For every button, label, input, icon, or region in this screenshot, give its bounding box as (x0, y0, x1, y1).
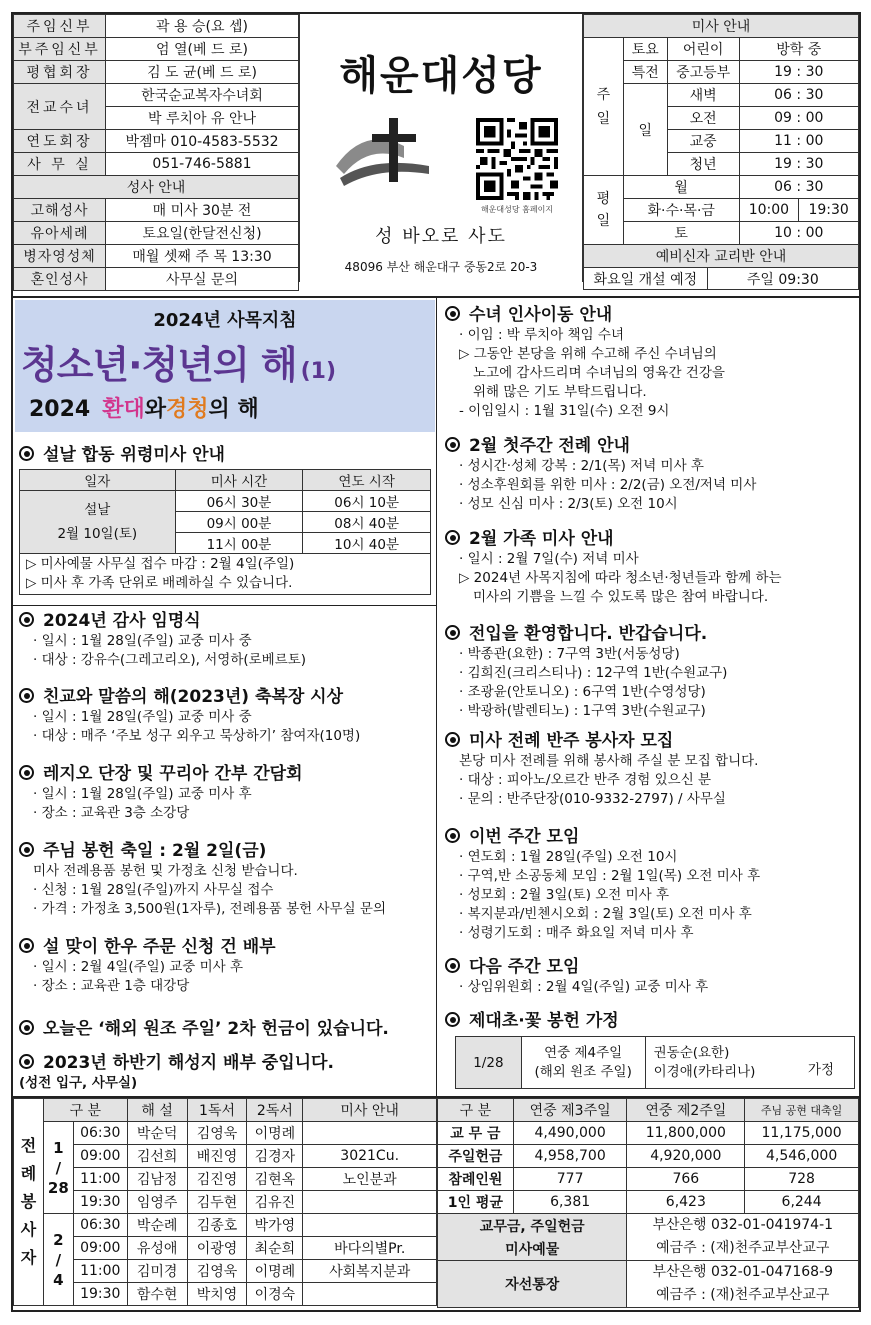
servers-cell: 11:00 (73, 1168, 127, 1191)
bullet-icon (19, 612, 34, 627)
servers-cell: 박순덕 (127, 1122, 187, 1145)
servers-cell: 이명례 (247, 1122, 303, 1145)
staff-value: 엄 열(베 드 로) (106, 38, 299, 61)
notice-title: 2023년 하반기 해성지 배부 중입니다. (19, 1052, 419, 1074)
servers-cell (303, 1283, 437, 1306)
bullet-icon (19, 446, 34, 461)
notice-line: · 박종관(요한) : 7구역 3반(서동성당) (459, 646, 680, 662)
sacrament-value: 매월 셋째 주 목 13:30 (106, 245, 299, 268)
servers-table: 전 례 봉 사 자 구 분 해 설 1독서 2독서 미사 안내 1 / 28 06:30 박순덕 김영욱 이명례 09:00 김선희 배진영 김경자 3021Cu. 11:00 김남정 김진영 김현옥 노인분과 19:30 임영주 김두현 김유진 2 / 4 06:30 박순례 김종호 박가영 09:00 유성애 이광영 최순희 바다의별Pr. 11:00 김미경 김영욱 이명례 사회복지분과 19:30 함수현 박치영 이경숙 (13, 1098, 437, 1306)
sunday-youth-label: 청년 (667, 153, 739, 176)
notice-line: · 성시간·성체 강복 : 2/1(목) 저녁 미사 후 (459, 458, 704, 474)
qr-caption: 해운대성당 홈페이지 (480, 205, 554, 214)
staff-label: 사 무 실 (14, 153, 106, 176)
bullet-icon (445, 1012, 460, 1027)
notice-line: ▷ 그동안 본당을 위해 수고해 주신 수녀님의 (459, 346, 717, 362)
notice-line: - 이임일시 : 1월 31일(수) 오전 9시 (459, 403, 670, 419)
servers-cell: 김영욱 (187, 1260, 247, 1283)
notice-line: · 성모회 : 2월 3일(토) 오전 미사 후 (459, 887, 670, 903)
bullet-icon (445, 625, 460, 640)
monday-label: 월 (623, 176, 739, 199)
notice-line: · 성소후원회를 위한 미사 : 2/2(금) 오전/저녁 미사 (459, 477, 757, 493)
seollal-notes: ▷ 미사예물 사무실 접수 마감 : 2월 4일(주일) ▷ 미사 후 가족 단위로 배례하실 수 있습니다. (20, 554, 431, 595)
notice-line: · 대상 : 강유수(그레고리오), 서영하(로베르토) (33, 652, 307, 668)
notice-title: 오늘은 ‘해외 원조 주일’ 2차 헌금이 있습니다. (19, 1018, 419, 1040)
notice-line: · 대상 : 피아노/오르간 반주 경험 있으신 분 (459, 772, 712, 788)
patron-saint: 성 바오로 사도 (375, 226, 507, 247)
bulletin-page (11, 12, 861, 1312)
notice-line: · 신청 : 1월 28일(주일)까지 사무실 접수 (33, 882, 274, 898)
staff-value: 박 루치아 유 안나 (106, 107, 299, 130)
servers-cell (303, 1122, 437, 1145)
servers-cell: 06:30 (73, 1214, 127, 1237)
bullet-icon (445, 530, 460, 545)
staff-table (13, 14, 299, 291)
sunday-youth-time: 19 : 30 (739, 153, 858, 176)
servers-cell: 김현옥 (247, 1168, 303, 1191)
notice-line: 미사의 기쁨을 느낄 수 있도록 많은 참여 바랍니다. (473, 589, 769, 605)
staff-label: 연도회장 (14, 130, 106, 153)
pastoral-banner (15, 300, 435, 432)
notice-line: 노고에 감사드리며 수녀님의 영육간 건강을 (473, 365, 725, 381)
notice-section (19, 763, 419, 823)
servers-cell: 김남정 (127, 1168, 187, 1191)
youth-value: 19 : 30 (739, 61, 858, 84)
servers-cell: 19:30 (73, 1283, 127, 1306)
notice-line: (성전 입구, 사무실) (19, 1075, 138, 1091)
notice-title: 친교와 말씀의 해(2023년) 축복장 시상 (19, 686, 419, 708)
notice-line: · 이임 : 박 루치아 책임 수녀 (459, 327, 624, 343)
notice-title: 미사 전례 반주 봉사자 모집 (445, 730, 845, 752)
staff-label: 평협회장 (14, 61, 106, 84)
youth-label: 중고등부 (667, 61, 739, 84)
mass-title: 미사 안내 (584, 15, 859, 38)
tue-fri-time-1: 10:00 (739, 199, 799, 222)
notice-line: · 연도회 : 1월 28일(주일) 오전 10시 (459, 849, 678, 865)
finance-label: 교 무 금 (438, 1122, 514, 1145)
church-logo-icon (334, 116, 434, 196)
notice-line: · 상임위원회 : 2월 4일(주일) 교중 미사 후 (459, 979, 709, 995)
notice-title: 2월 첫주간 전례 안내 (445, 435, 845, 457)
finance-value: 6,423 (627, 1191, 745, 1214)
seollal-date: 설날 2월 10일(토) (20, 491, 176, 554)
notice-line: · 조광윤(안토니오) : 6구역 1반(수영성당) (459, 684, 706, 700)
servers-cell: 사회복지분과 (303, 1260, 437, 1283)
finance-value: 766 (627, 1168, 745, 1191)
finance-label: 참례인원 (438, 1168, 514, 1191)
seollal-title: 설날 합동 위령미사 안내 (19, 444, 431, 466)
notice-section (445, 730, 845, 809)
sacrament-label: 고해성사 (14, 199, 106, 222)
servers-cell: 노인분과 (303, 1168, 437, 1191)
special-label: 특전 (623, 61, 667, 84)
finance-label: 주일헌금 (438, 1145, 514, 1168)
notice-line: · 일시 : 1월 28일(주일) 교중 미사 후 (33, 786, 252, 802)
notice-section (445, 1010, 845, 1032)
notice-line: · 가격 : 가정초 3,500원(1자루), 전례용품 봉헌 사무실 문의 (33, 901, 387, 917)
catechumen-title: 예비신자 교리반 안내 (584, 245, 859, 268)
sacrament-value: 사무실 문의 (106, 268, 299, 291)
servers-side-label: 전 례 봉 사 자 (14, 1099, 44, 1306)
notice-line: 미사 전례용품 봉헌 및 가정초 신청 받습니다. (33, 863, 298, 879)
notice-line: · 성모 신심 미사 : 2/3(토) 오전 10시 (459, 496, 678, 512)
sunday-main-time: 11 : 00 (739, 130, 858, 153)
banner-main-text: 청소년·청년의 해 (21, 343, 297, 387)
staff-value: 051-746-5881 (106, 153, 299, 176)
notice-title: 설 맞이 한우 주문 신청 건 배부 (19, 936, 419, 958)
offering-family: 권동순(요한) 이경애(카타리나) 가정 (645, 1037, 854, 1089)
notice-section (19, 840, 419, 919)
qr-code-icon (476, 118, 558, 200)
tue-fri-label: 화·수·목·금 (623, 199, 739, 222)
offering-week: 연중 제4주일 (해외 원조 주일) (521, 1037, 645, 1089)
notice-title: 레지오 단장 및 꾸리아 간부 간담회 (19, 763, 419, 785)
servers-cell: 김미경 (127, 1260, 187, 1283)
sunday-dawn-time: 06 : 30 (739, 84, 858, 107)
finance-value: 6,244 (745, 1191, 859, 1214)
notice-title: 전입을 환영합니다. 반갑습니다. (445, 623, 845, 645)
servers-cell: 김진영 (187, 1168, 247, 1191)
servers-date: 1 / 28 (43, 1122, 73, 1214)
bullet-icon (19, 938, 34, 953)
notice-section (19, 1018, 419, 1040)
servers-cell (303, 1191, 437, 1214)
servers-cell: 배진영 (187, 1145, 247, 1168)
sacrament-label: 병자영성체 (14, 245, 106, 268)
offering-table (455, 1036, 855, 1089)
servers-cell: 임영주 (127, 1191, 187, 1214)
finance-value: 777 (513, 1168, 627, 1191)
servers-cell: 김두현 (187, 1191, 247, 1214)
sacrament-value: 토요일(한달전신청) (106, 222, 299, 245)
header-center (299, 14, 583, 282)
servers-cell: 06:30 (73, 1122, 127, 1145)
staff-label: 전교수녀 (14, 84, 106, 130)
servers-cell: 김경자 (247, 1145, 303, 1168)
notice-line: · 성령기도회 : 매주 화요일 저녁 미사 후 (459, 925, 694, 941)
notice-section (19, 1052, 419, 1093)
bullet-icon (19, 765, 34, 780)
sacrament-value: 매 미사 30분 전 (106, 199, 299, 222)
finance-value: 4,920,000 (627, 1145, 745, 1168)
bullet-icon (445, 437, 460, 452)
weekday-label: 평일 (584, 176, 624, 245)
notice-line: · 문의 : 반주단장(010-9332-2797) / 사무실 (459, 791, 726, 807)
bullet-icon (445, 958, 460, 973)
finance-value: 11,175,000 (745, 1122, 859, 1145)
bank-label: 미사예물 (438, 1237, 627, 1261)
il-label: 일 (623, 84, 667, 176)
bullet-icon (445, 306, 460, 321)
finance-table: 구 분 연중 제3주일 연중 제2주일 주님 공현 대축일 교 무 금 4,490,000 11,800,000 11,175,000 주일헌금 4,958,700 4,920,000 4,546,000 참례인원 777 766 728 1인 평균 6,381 6,423 6,244 교무금, 주일헌금 부산은행 032-01-041974-1 예금주 : (재)천주교부산교구 미사예물 자선통장 부산은행 032-01-047168-9 예금주 : (재)천주교부산교구 (437, 1098, 859, 1308)
notice-line: 본당 미사 전례를 위해 봉사해 주실 분 모집 합니다. (459, 753, 759, 769)
notice-line: · 박광하(발렌티노) : 1구역 3반(수원교구) (459, 703, 706, 719)
notice-line: · 장소 : 교육관 3층 소강당 (33, 805, 190, 821)
servers-cell: 이광영 (187, 1237, 247, 1260)
children-label: 어린이 (667, 38, 739, 61)
finance-value: 4,490,000 (513, 1122, 627, 1145)
finance-value: 728 (745, 1168, 859, 1191)
servers-cell: 김선희 (127, 1145, 187, 1168)
catechumen-right: 주일 09:30 (707, 268, 858, 290)
servers-cell: 유성애 (127, 1237, 187, 1260)
notice-line: · 김희진(크리스티나) : 12구역 1반(수원교구) (459, 665, 728, 681)
notice-line: · 대상 : 매주 ‘주보 성구 외우고 묵상하기’ 참여자(10명) (33, 728, 361, 744)
notice-line: · 구역,반 소공동체 모임 : 2월 1일(목) 오전 미사 후 (459, 868, 761, 884)
finance-value: 4,546,000 (745, 1145, 859, 1168)
servers-cell: 함수현 (127, 1283, 187, 1306)
banner-main (21, 334, 336, 389)
servers-cell: 이명례 (247, 1260, 303, 1283)
banner-top: 2024년 사목지침 (153, 310, 297, 331)
notice-title: 제대초·꽃 봉헌 가정 (445, 1010, 845, 1032)
servers-cell: 박치영 (187, 1283, 247, 1306)
bullet-icon (19, 688, 34, 703)
bullet-icon (19, 1020, 34, 1035)
notice-title: 수녀 인사이동 안내 (445, 304, 845, 326)
staff-value: 한국순교복자수녀회 (106, 84, 299, 107)
servers-cell: 최순희 (247, 1237, 303, 1260)
staff-value: 박젬마 010-4583-5532 (106, 130, 299, 153)
children-value: 방학 중 (739, 38, 858, 61)
notice-line: · 장소 : 교육관 1층 대강당 (33, 978, 190, 994)
sunday-morning-time: 09 : 00 (739, 107, 858, 130)
notice-section (19, 936, 419, 996)
servers-cell: 3021Cu. (303, 1145, 437, 1168)
catechumen-left: 화요일 개설 예정 (584, 268, 708, 290)
servers-cell: 바다의별Pr. (303, 1237, 437, 1260)
notice-section (445, 304, 845, 421)
servers-cell: 김종호 (187, 1214, 247, 1237)
sunday-morning-label: 오전 (667, 107, 739, 130)
church-name: 해운대성당 (339, 53, 543, 99)
servers-cell: 09:00 (73, 1145, 127, 1168)
bank-label: 자선통장 (438, 1261, 627, 1308)
notice-section (445, 826, 845, 943)
notice-section (19, 610, 419, 670)
bank-info: 부산은행 032-01-041974-1 예금주 : (재)천주교부산교구 (627, 1214, 859, 1261)
finance-value: 6,381 (513, 1191, 627, 1214)
tue-fri-time-2: 19:30 (799, 199, 859, 222)
saturday-weekday-label: 토 (623, 222, 739, 245)
mass-table (583, 14, 859, 290)
sunday-label: 주일 (584, 38, 624, 176)
church-address: 48096 부산 해운대구 중동2로 20-3 (344, 260, 538, 274)
bullet-icon (19, 842, 34, 857)
finance-value: 11,800,000 (627, 1122, 745, 1145)
finance-label: 1인 평균 (438, 1191, 514, 1214)
sacrament-label: 혼인성사 (14, 268, 106, 291)
saturday-weekday-time: 10 : 00 (739, 222, 858, 245)
sacrament-title: 성사 안내 (14, 176, 299, 199)
notice-title: 2월 가족 미사 안내 (445, 528, 845, 550)
staff-value: 곽 용 승(요 셉) (106, 15, 299, 38)
staff-value: 김 도 균(베 드 로) (106, 61, 299, 84)
saturday-label: 토요 (623, 38, 667, 61)
servers-cell: 이경숙 (247, 1283, 303, 1306)
bullet-icon (445, 828, 460, 843)
notice-line: 위해 많은 기도 부탁드립니다. (473, 384, 647, 400)
servers-cell: 11:00 (73, 1260, 127, 1283)
seollal-table: 일자 미사 시간 연도 시작 설날 2월 10일(토) 06시 30분 06시 10분 09시 00분 08시 40분 11시 00분 10시 40분 ▷ 미사예물 사무실 접수 마감 : 2월 4일(주일) ▷ 미사 후 가족 단위로 배례하실 수 있습니다. (19, 469, 431, 595)
servers-date: 2 / 4 (43, 1214, 73, 1306)
offering-date: 1/28 (456, 1037, 522, 1089)
notice-line: ▷ 2024년 사목지침에 따라 청소년·청년들과 함께 하는 (459, 570, 782, 586)
notice-title: 다음 주간 모임 (445, 956, 845, 978)
notice-title: 주님 봉헌 축일 : 2월 2일(금) (19, 840, 419, 862)
staff-label: 부주임신부 (14, 38, 106, 61)
staff-label: 주임신부 (14, 15, 106, 38)
banner-number: (1) (300, 359, 337, 384)
notice-line: · 일시 : 1월 28일(주일) 교중 미사 중 (33, 633, 252, 649)
bank-info: 부산은행 032-01-047168-9 예금주 : (재)천주교부산교구 (627, 1261, 859, 1308)
notice-line: · 일시 : 2월 4일(주일) 교중 미사 후 (33, 959, 244, 975)
monday-time: 06 : 30 (739, 176, 858, 199)
bank-label: 교무금, 주일헌금 (438, 1214, 627, 1238)
notice-section (445, 528, 845, 607)
notice-section (445, 623, 845, 721)
servers-cell: 09:00 (73, 1237, 127, 1260)
notice-title: 2024년 감사 임명식 (19, 610, 419, 632)
notice-line: · 일시 : 2월 7일(수) 저녁 미사 (459, 551, 639, 567)
sunday-main-label: 교중 (667, 130, 739, 153)
bullet-icon (19, 1054, 34, 1069)
notice-section (445, 956, 845, 997)
sunday-dawn-label: 새벽 (667, 84, 739, 107)
servers-cell: 김영욱 (187, 1122, 247, 1145)
notice-section (19, 686, 419, 746)
servers-cell: 19:30 (73, 1191, 127, 1214)
seollal-section (19, 444, 431, 595)
bullet-icon (445, 732, 460, 747)
sacrament-label: 유아세례 (14, 222, 106, 245)
servers-cell: 박가영 (247, 1214, 303, 1237)
notice-section (445, 435, 845, 514)
servers-cell: 박순례 (127, 1214, 187, 1237)
servers-cell: 김유진 (247, 1191, 303, 1214)
banner-sub: 2024 환대와경청의 해 (29, 397, 259, 422)
notice-line: · 복지분과/빈첸시오회 : 2월 3일(토) 오전 미사 후 (459, 906, 752, 922)
finance-value: 4,958,700 (513, 1145, 627, 1168)
notice-line: · 일시 : 1월 28일(주일) 교중 미사 중 (33, 709, 252, 725)
servers-cell (303, 1214, 437, 1237)
notice-title: 이번 주간 모임 (445, 826, 845, 848)
